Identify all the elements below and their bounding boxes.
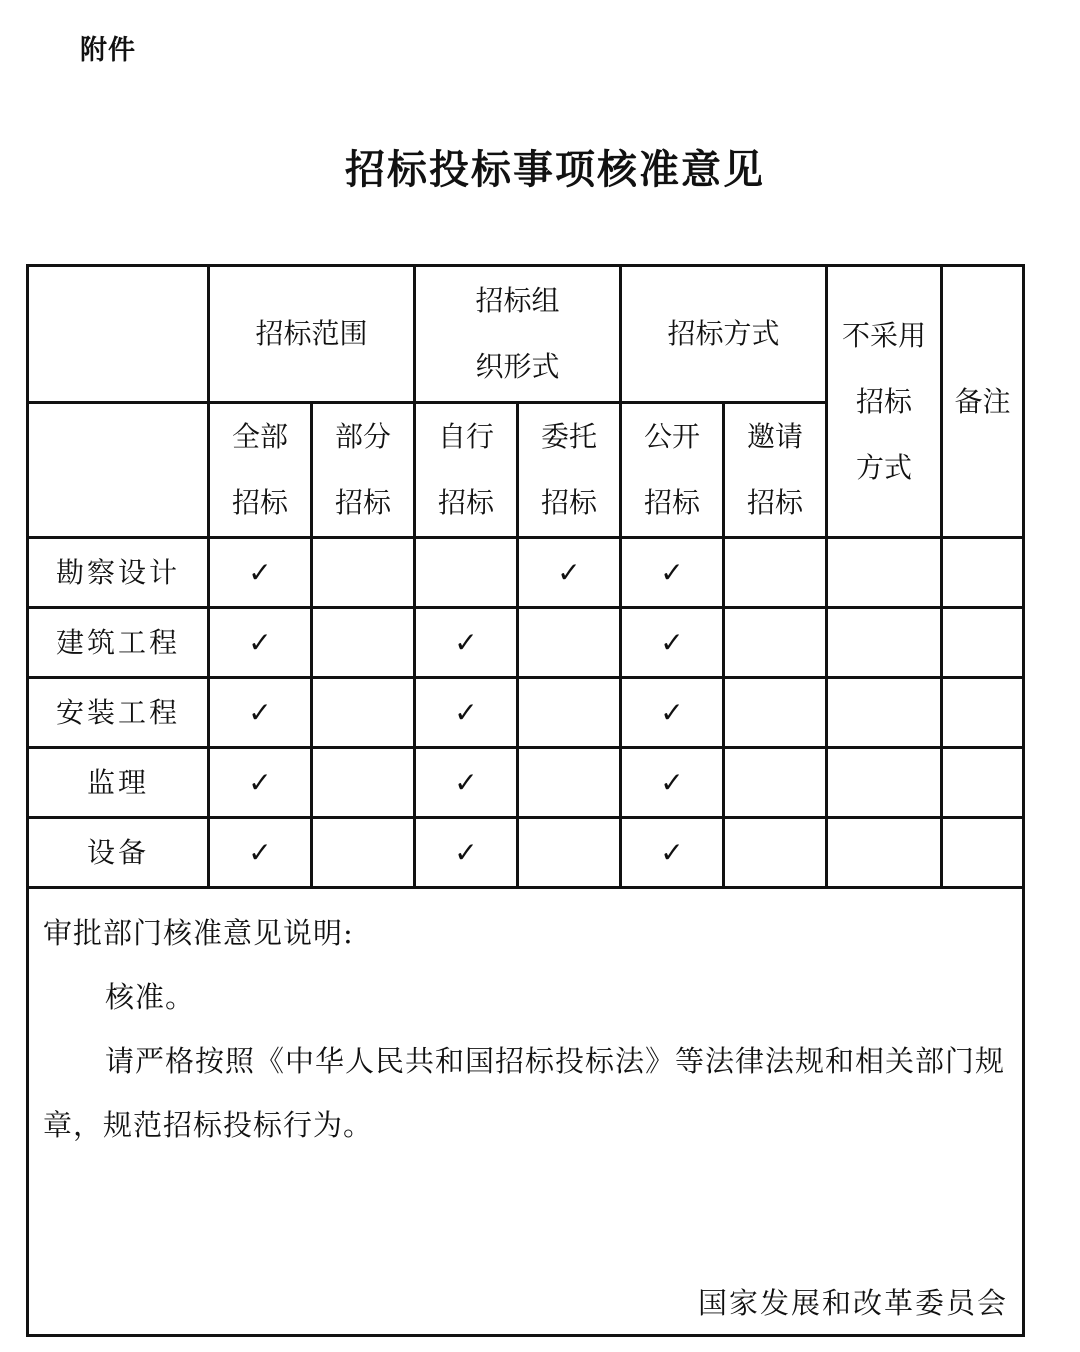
approval-table: [26, 264, 1025, 1337]
cell-no-bid: [827, 608, 942, 678]
document-title: 招标投标事项核准意见: [345, 146, 765, 193]
row-label: 安装工程: [28, 678, 209, 748]
cell-no-bid: [827, 538, 942, 608]
cell-invite: [724, 608, 827, 678]
cell-open: ✓: [621, 538, 724, 608]
header-method: 招标方式: [621, 266, 827, 403]
cell-partial: [312, 748, 415, 818]
cell-invite: [724, 818, 827, 888]
cell-invite: [724, 748, 827, 818]
cell-open: ✓: [621, 608, 724, 678]
notes-cell: [28, 888, 1024, 1336]
attachment-label: 附件: [80, 35, 136, 66]
header-org-form: [415, 266, 621, 403]
cell-no-bid: [827, 748, 942, 818]
subheader-blank: [28, 403, 209, 538]
cell-self: ✓: [415, 818, 518, 888]
cell-self: ✓: [415, 608, 518, 678]
header-remark: 备注: [942, 266, 1024, 538]
cell-partial: [312, 608, 415, 678]
notes-heading: 审批部门核准意见说明:: [43, 916, 354, 950]
table-row: [28, 818, 1024, 888]
header-row: [28, 266, 1024, 403]
cell-partial: [312, 678, 415, 748]
cell-open: ✓: [621, 678, 724, 748]
notes-paragraph-2: 请严格按照《中华人民共和国招标投标法》等法律法规和相关部门规章，规范招标投标行为。: [43, 1044, 1006, 1142]
header-no-bid-line3: 方式: [856, 450, 913, 484]
subheader-partial: 部分 招标: [312, 403, 415, 538]
cell-entrust: [518, 608, 621, 678]
header-org-form-line2: 织形式: [475, 350, 560, 383]
table-row: [28, 538, 1024, 608]
cell-full: ✓: [209, 748, 312, 818]
issuing-organization: 国家发展和改革委员会: [698, 1286, 1009, 1320]
header-no-bid-line1: 不采用: [842, 318, 927, 352]
cell-open: ✓: [621, 748, 724, 818]
cell-invite: [724, 678, 827, 748]
cell-entrust: ✓: [518, 538, 621, 608]
row-label: 建筑工程: [28, 608, 209, 678]
row-label: 设备: [28, 818, 209, 888]
cell-no-bid: [827, 678, 942, 748]
subheader-entrust: 委托 招标: [518, 403, 621, 538]
subheader-open: 公开 招标: [621, 403, 724, 538]
header-scope: 招标范围: [209, 266, 415, 403]
table-row: [28, 748, 1024, 818]
row-label: 勘察设计: [28, 538, 209, 608]
table-row: [28, 608, 1024, 678]
subheader-self: 自行 招标: [415, 403, 518, 538]
cell-self: ✓: [415, 678, 518, 748]
cell-self: ✓: [415, 748, 518, 818]
cell-remark: [942, 748, 1024, 818]
cell-self: [415, 538, 518, 608]
subheader-invite: 邀请 招标: [724, 403, 827, 538]
cell-invite: [724, 538, 827, 608]
cell-remark: [942, 538, 1024, 608]
cell-no-bid: [827, 818, 942, 888]
corner-cell: [28, 266, 209, 403]
cell-remark: [942, 608, 1024, 678]
cell-open: ✓: [621, 818, 724, 888]
table-row: [28, 678, 1024, 748]
header-no-bid-line2: 招标: [856, 384, 913, 418]
cell-full: ✓: [209, 818, 312, 888]
cell-full: ✓: [209, 678, 312, 748]
cell-partial: [312, 538, 415, 608]
notes-paragraph-1: 核准。: [105, 980, 196, 1014]
cell-remark: [942, 678, 1024, 748]
cell-partial: [312, 818, 415, 888]
subheader-full: 全部 招标: [209, 403, 312, 538]
header-org-form-line1: 招标组: [475, 284, 560, 317]
notes-row: [28, 888, 1024, 1336]
header-no-bid: [827, 266, 942, 538]
row-label: 监理: [28, 748, 209, 818]
cell-full: ✓: [209, 608, 312, 678]
cell-entrust: [518, 678, 621, 748]
cell-entrust: [518, 818, 621, 888]
cell-remark: [942, 818, 1024, 888]
cell-full: ✓: [209, 538, 312, 608]
cell-entrust: [518, 748, 621, 818]
